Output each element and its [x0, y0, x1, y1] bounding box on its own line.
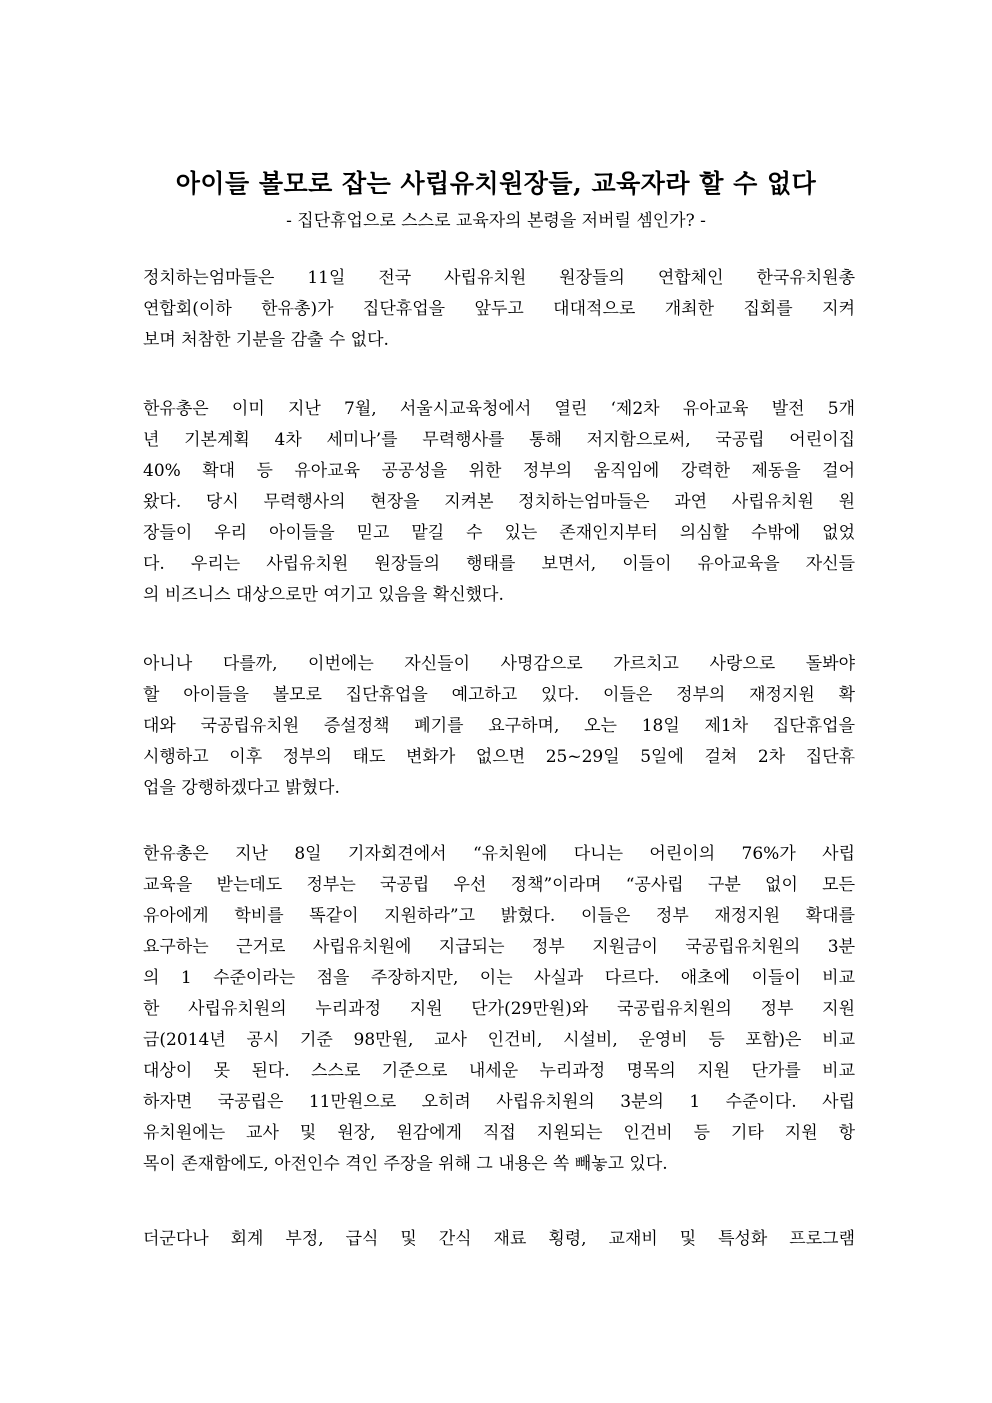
- text-line: 보며 처참한 기분을 감출 수 없다.: [143, 330, 389, 350]
- text-line: 대상이 못 된다. 스스로 기준으로 내세운 누리과정 명목의 지원 단가를 비교: [143, 1061, 855, 1081]
- document-subtitle: - 집단휴업으로 스스로 교육자의 본령을 저버릴 셈인가? -: [286, 211, 706, 231]
- text-line: 교육을 받는데도 정부는 국공립 우선 정책”이라며 “공사립 구분 없이 모든: [143, 875, 855, 895]
- text-line: 왔다. 당시 무력행사의 현장을 지켜본 정치하는엄마들은 과연 사립유치원 원: [143, 492, 855, 512]
- text-line: 요구하는 근거로 사립유치원에 지급되는 정부 지원금이 국공립유치원의 3분: [143, 937, 855, 957]
- text-line: 금(2014년 공시 기준 98만원, 교사 인건비, 시설비, 운영비 등 포함)은 비교: [143, 1030, 855, 1050]
- text-line: 의 비즈니스 대상으로만 여기고 있음을 확신했다.: [143, 585, 504, 605]
- paragraph-4: [143, 839, 855, 1180]
- paragraph-2: [143, 394, 855, 611]
- text-line: 대와 국공립유치원 증설정책 폐기를 요구하며, 오는 18일 제1차 집단휴업을: [143, 716, 855, 736]
- text-line: 아니나 다를까, 이번에는 자신들이 사명감으로 가르치고 사랑으로 돌봐야: [143, 654, 855, 674]
- paragraph-3: [143, 649, 855, 804]
- text-line: 40% 확대 등 유아교육 공공성을 위한 정부의 움직임에 강력한 제동을 걸어: [143, 461, 855, 481]
- text-line: 시행하고 이후 정부의 태도 변화가 없으면 25~29일 5일에 걸쳐 2차 집단휴: [143, 747, 855, 767]
- text-line: 목이 존재함에도, 아전인수 격인 주장을 위해 그 내용은 쏙 빼놓고 있다.: [143, 1154, 668, 1174]
- text-line: 년 기본계획 4차 세미나’를 무력행사를 통해 저지함으로써, 국공립 어린이집: [143, 430, 855, 450]
- text-line: 유치원에는 교사 및 원장, 원감에게 직접 지원되는 인건비 등 기타 지원 항: [143, 1123, 855, 1143]
- text-line: 한유총은 이미 지난 7월, 서울시교육청에서 열린 ‘제2차 유아교육 발전 5개: [143, 399, 855, 419]
- text-line: 하자면 국공립은 11만원으로 오히려 사립유치원의 3분의 1 수준이다. 사립: [143, 1092, 855, 1112]
- paragraph-5: [143, 1224, 855, 1255]
- text-line: 유아에게 학비를 똑같이 지원하라”고 밝혔다. 이들은 정부 재정지원 확대를: [143, 906, 855, 926]
- text-line: 의 1 수준이라는 점을 주장하지만, 이는 사실과 다르다. 애초에 이들이 비교: [143, 968, 855, 988]
- text-line: 다. 우리는 사립유치원 원장들의 행태를 보면서, 이들이 유아교육을 자신들: [143, 554, 855, 574]
- text-line: 연합회(이하 한유총)가 집단휴업을 앞두고 대대적으로 개최한 집회를 지켜: [143, 299, 855, 319]
- text-line: 업을 강행하겠다고 밝혔다.: [143, 778, 340, 798]
- text-line: 한유총은 지난 8일 기자회견에서 “유치원에 다니는 어린이의 76%가 사립: [143, 844, 855, 864]
- text-line: 한 사립유치원의 누리과정 지원 단가(29만원)와 국공립유치원의 정부 지원: [143, 999, 855, 1019]
- text-line: 정치하는엄마들은 11일 전국 사립유치원 원장들의 연합체인 한국유치원총: [143, 268, 855, 288]
- text-line: 장들이 우리 아이들을 믿고 맡길 수 있는 존재인지부터 의심할 수밖에 없었: [143, 523, 855, 543]
- document-title: 아이들 볼모로 잡는 사립유치원장들, 교육자라 할 수 없다: [175, 169, 817, 198]
- text-line: 더군다나 회계 부정, 급식 및 간식 재료 횡령, 교재비 및 특성화 프로그램: [143, 1229, 855, 1249]
- paragraph-1: [143, 263, 855, 356]
- text-line: 할 아이들을 볼모로 집단휴업을 예고하고 있다. 이들은 정부의 재정지원 확: [143, 685, 855, 705]
